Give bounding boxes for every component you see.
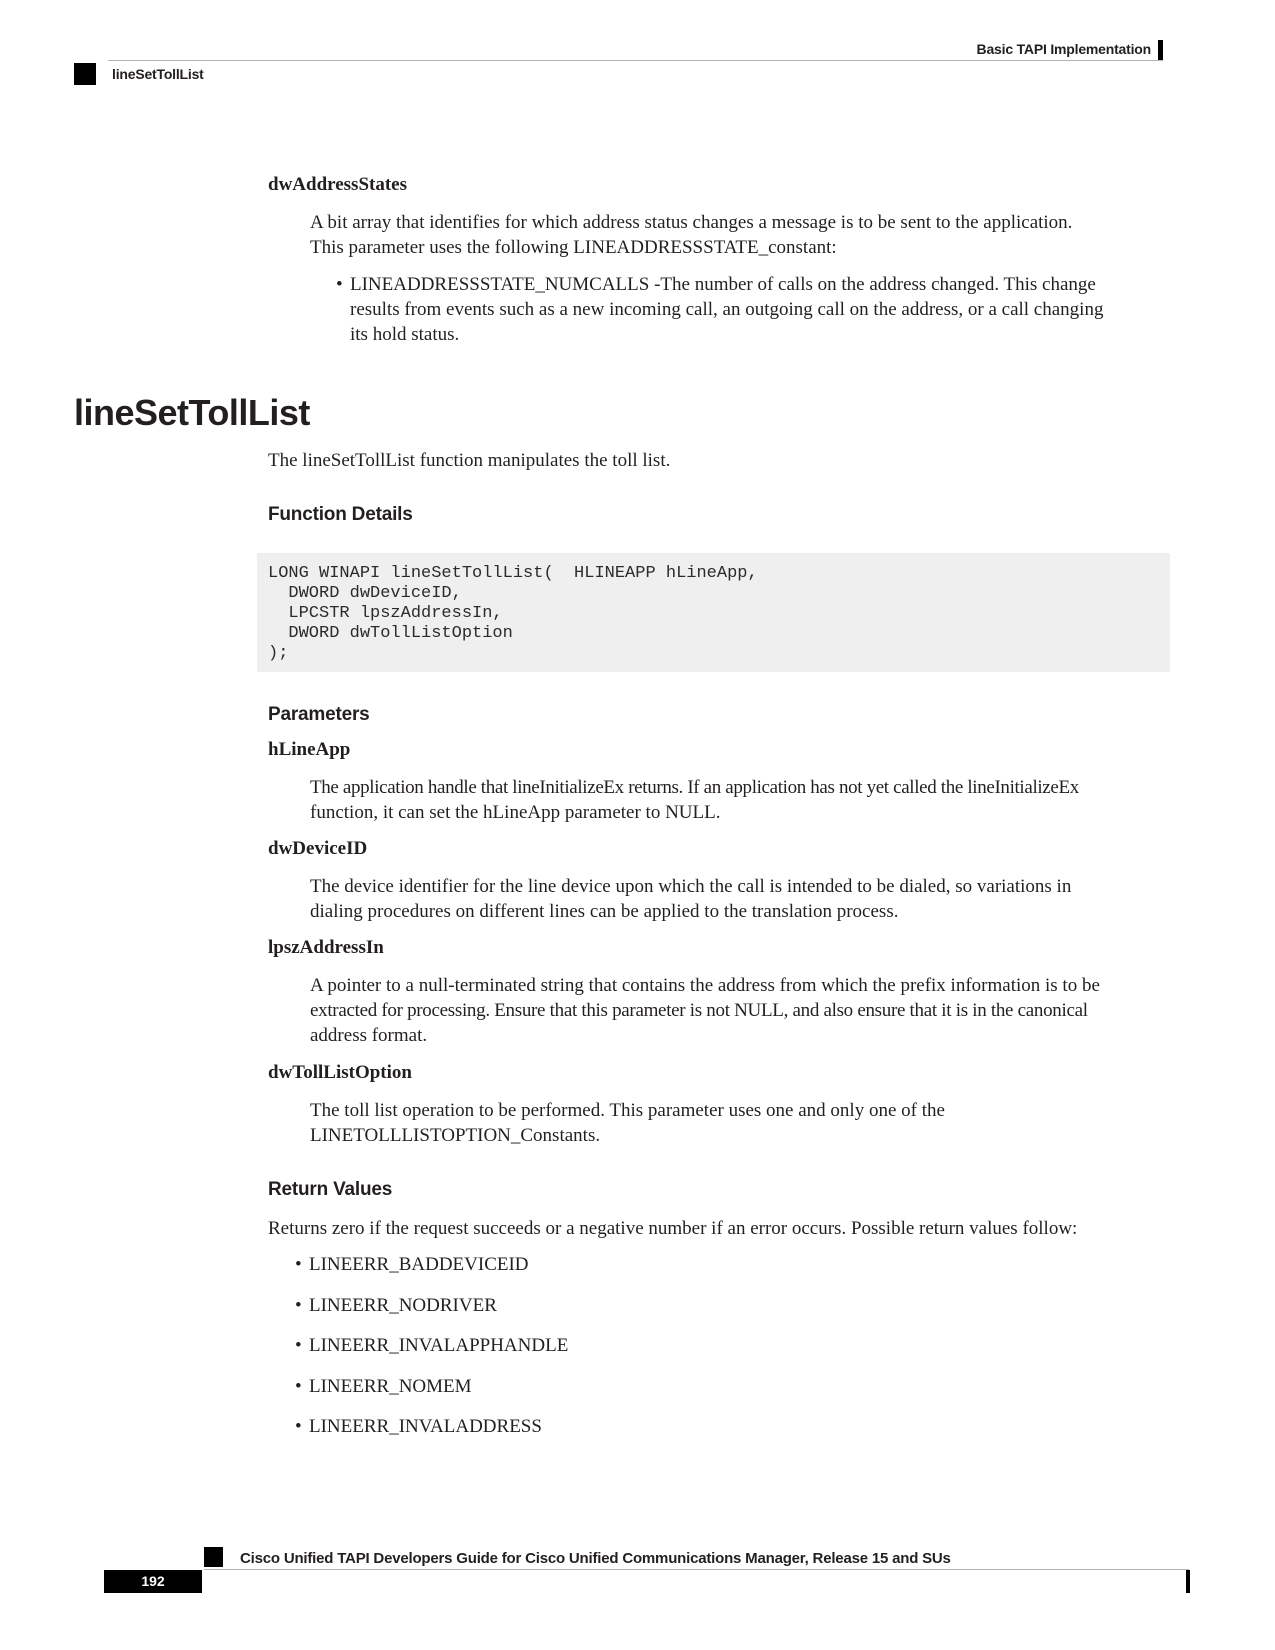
desc-line: function, it can set the hLineApp parameter to NULL. — [310, 802, 721, 823]
list-item — [295, 1374, 472, 1399]
bullet-icon: • — [295, 1376, 302, 1397]
footer-rule — [204, 1569, 1189, 1570]
bullet-icon: • — [295, 1254, 302, 1275]
desc-line: LINETOLLLISTOPTION_Constants. — [310, 1125, 601, 1146]
bullet-icon: • — [336, 274, 343, 295]
desc-line: A bit array that identifies for which address status changes a message is to be sent to the application. — [310, 212, 1073, 233]
page-title: lineSetTollList — [74, 392, 310, 433]
header-chapter-title: Basic TAPI Implementation — [976, 41, 1151, 57]
header-rule — [108, 60, 1163, 61]
bullet-line: its hold status. — [350, 324, 460, 345]
list-item — [295, 1333, 569, 1358]
footer-bar-marker — [1186, 1570, 1190, 1593]
param-desc-dwtolllistoption — [310, 1098, 1170, 1148]
footer-block-marker — [204, 1547, 223, 1567]
bullet-icon: • — [295, 1335, 302, 1356]
bullet-icon: • — [295, 1295, 302, 1316]
return-value-code: LINEERR_INVALAPPHANDLE — [309, 1335, 569, 1356]
intro-text: The lineSetTollList function manipulates the toll list. — [268, 450, 671, 471]
param-desc-dwaddressstates — [310, 210, 1170, 260]
return-value-code: LINEERR_NOMEM — [309, 1376, 472, 1397]
header-section-title: lineSetTollList — [112, 66, 204, 82]
list-item — [336, 272, 1170, 347]
desc-line: The toll list operation to be performed. This parameter uses one and only one of the — [310, 1100, 945, 1121]
return-value-code: LINEERR_INVALADDRESS — [309, 1416, 542, 1437]
return-values-heading: Return Values — [268, 1179, 393, 1200]
param-desc-lpszaddressin — [310, 973, 1170, 1048]
list-item — [295, 1252, 529, 1277]
desc-line: The device identifier for the line device upon which the call is intended to be dialed, so variations in — [310, 876, 1072, 897]
bullet-line: LINEADDRESSSTATE_NUMCALLS -The number of calls on the address changed. This change — [350, 274, 1096, 295]
param-name-dwdeviceid: dwDeviceID — [268, 838, 368, 859]
header-bar-marker — [1158, 40, 1163, 61]
param-name-dwaddressstates: dwAddressStates — [268, 174, 408, 195]
function-signature: LONG WINAPI lineSetTollList( HLINEAPP hLineApp, DWORD dwDeviceID, LPCSTR lpszAddressIn, DWORD dwTollListOption ); — [268, 564, 758, 663]
bullet-icon: • — [295, 1416, 302, 1437]
desc-line: dialing procedures on different lines can be applied to the translation process. — [310, 901, 899, 922]
bullet-line: results from events such as a new incoming call, an outgoing call on the address, or a call changing — [350, 299, 1104, 320]
param-name-lpszaddressin: lpszAddressIn — [268, 937, 384, 958]
code-block — [257, 553, 1170, 672]
desc-line: The application handle that lineInitializeEx returns. If an application has not yet called the lineInitializeEx — [310, 777, 1079, 798]
param-name-hlineapp: hLineApp — [268, 739, 351, 760]
parameters-heading: Parameters — [268, 704, 370, 725]
footer-book-title: Cisco Unified TAPI Developers Guide for Cisco Unified Communications Manager, Release 15 and SUs — [240, 1550, 951, 1567]
param-desc-hlineapp — [310, 775, 1170, 825]
return-value-code: LINEERR_NODRIVER — [309, 1295, 497, 1316]
desc-line: extracted for processing. Ensure that this parameter is not NULL, and also ensure that it is in the canonical — [310, 1000, 1088, 1021]
desc-line: A pointer to a null-terminated string that contains the address from which the prefix information is to be — [310, 975, 1100, 996]
desc-line: This parameter uses the following LINEADDRESSSTATE_constant: — [310, 237, 837, 258]
return-values-text: Returns zero if the request succeeds or a negative number if an error occurs. Possible return values follow: — [268, 1218, 1078, 1239]
list-item — [295, 1293, 497, 1318]
return-value-code: LINEERR_BADDEVICEID — [309, 1254, 529, 1275]
desc-line: address format. — [310, 1025, 428, 1046]
page-number: 192 — [104, 1570, 202, 1593]
list-item — [295, 1414, 542, 1439]
function-details-heading: Function Details — [268, 504, 413, 525]
header-block-marker — [74, 63, 96, 85]
param-desc-dwdeviceid — [310, 874, 1170, 924]
param-name-dwtolllistoption: dwTollListOption — [268, 1062, 412, 1083]
